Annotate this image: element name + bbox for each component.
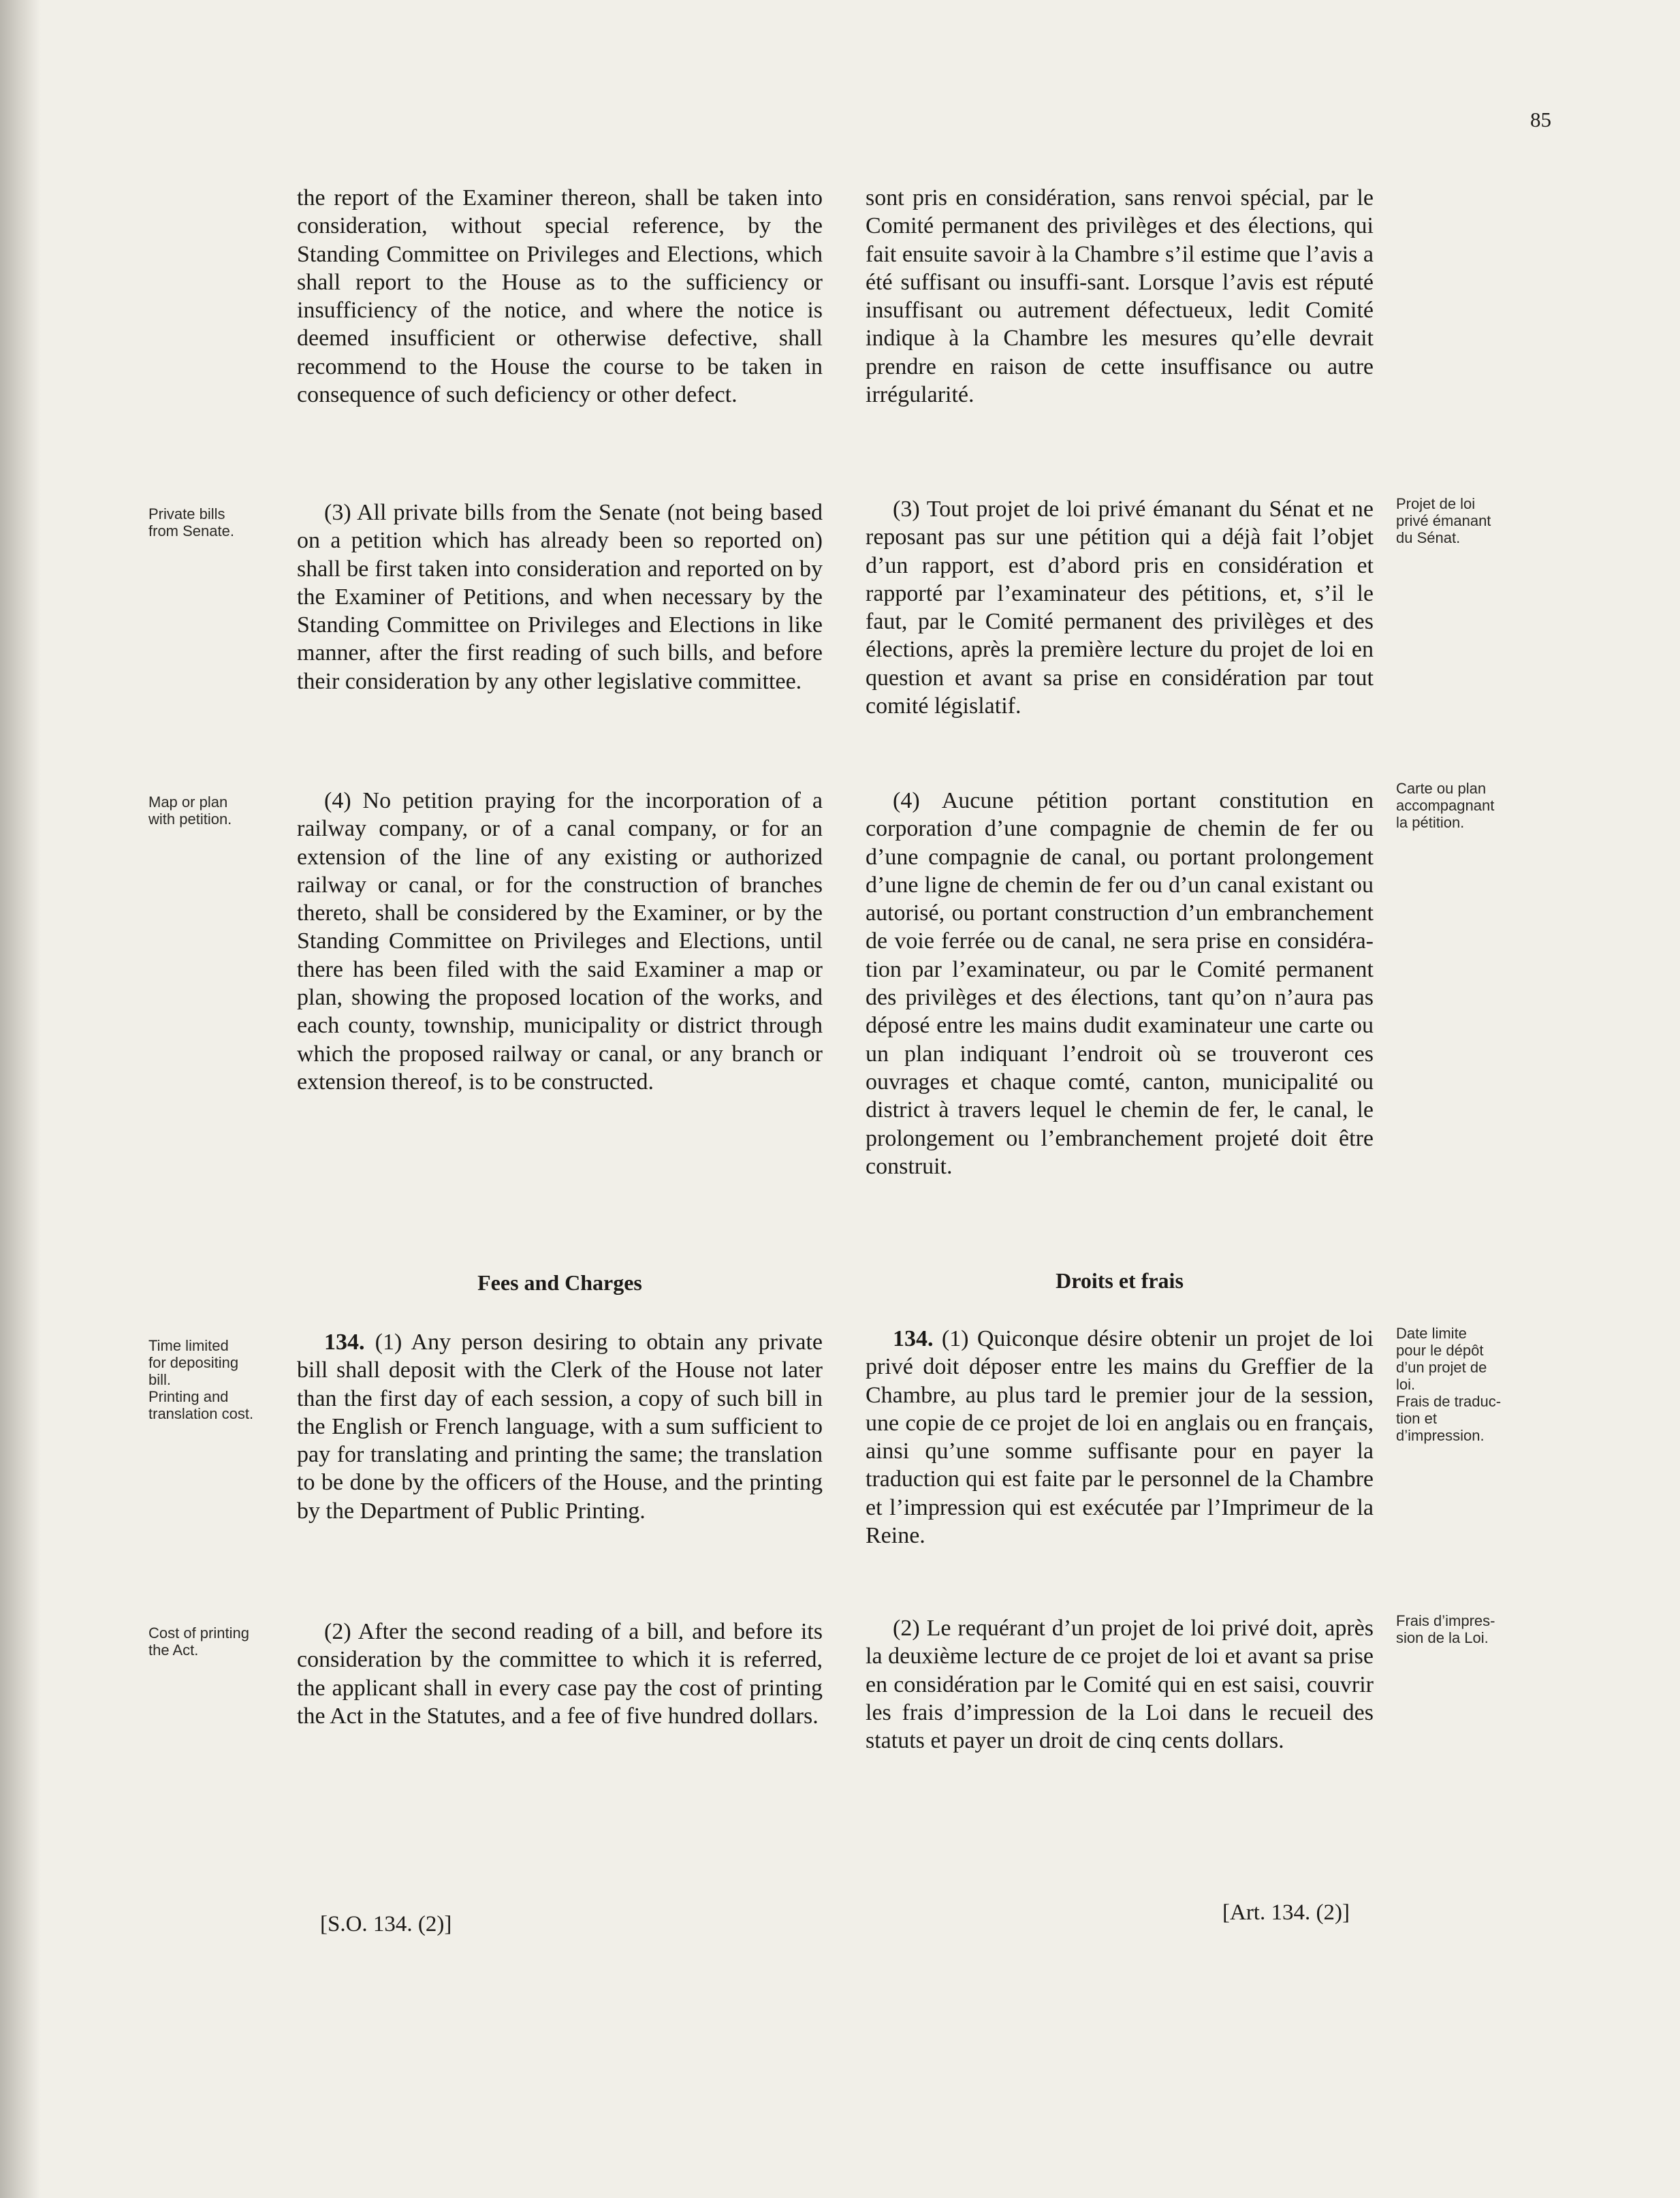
french-section-number: 134. (893, 1326, 934, 1351)
french-paragraph-4-text: (1) Quiconque désire obtenir un projet de loi privé doit déposer entre les mains du Greffier de la Chambre, au plus tard le premier jour de la session, une copie de ce projet de loi en anglais ou en français, ainsi qu’une somme suffisante pour en payer la traduction qui est faite par le personnel de la Chambre et l’impression qui est exécutée par l’Imprimeur de la Reine. (866, 1326, 1374, 1549)
page-number: 85 (1530, 108, 1551, 131)
english-reference: [S.O. 134. (2)] (320, 1912, 452, 1936)
note-cost-printing: Cost of printing the Act. (148, 1624, 249, 1659)
french-paragraph-3: (4) Aucune pétition portant constitution en corporation d’une compagnie de chemin de fer ou d’une compagnie de canal, ou portant prolongement d’une ligne de chemin de fer ou d’un canal existant ou autorisé, ou portant construction d’un embranchement de voie ferrée ou de canal, ne sera prise en considéra-tion par l’examinateur, ou par le Comité permanent des privilèges et des élections, tant qu’on n’aura pas déposé entre les mains dudit examinateur une carte ou un plan indiquant l’endroit où se trouveront ces ouvrages et chaque comté, canton, municipalité ou district à travers lequel le chemin de fer, le canal, le prolongement ou l’embranchement projeté doit être construit. (866, 788, 1374, 1179)
english-section-number: 134. (324, 1330, 365, 1355)
french-paragraph-5: (2) Le requérant d’un projet de loi privé doit, après la deuxième lecture de ce projet de loi et avant sa prise en considération par le Comité qui en est saisi, couvrir les frais d’impression de la Loi dans le recueil des statuts et payer un droit de cinq cents dollars. (866, 1616, 1374, 1754)
french-reference: [Art. 134. (2)] (1222, 1900, 1350, 1925)
bleed-through (157, 198, 266, 221)
french-column (866, 184, 1374, 409)
english-column-p3 (297, 787, 823, 1096)
english-heading: Fees and Charges (477, 1270, 642, 1295)
note-projet-senat: Projet de loi privé émanant du Sénat. (1396, 495, 1491, 546)
english-column-p4 (297, 1328, 823, 1525)
page-binding-shadow (0, 0, 41, 2198)
english-paragraph-5: (2) After the second reading of a bill, and before its consideration by the committee to which it is referred, the applicant shall in every case pay the cost of printing the Act in the Statutes, and a fee of five hundred dollars. (297, 1619, 823, 1729)
english-column-p2 (297, 499, 823, 695)
english-column-p5 (297, 1618, 823, 1730)
french-paragraph-4 (866, 1325, 1374, 1550)
french-paragraph-1: sont pris en considération, sans renvoi spécial, par le Comité permanent des privilèges et des élections, qui fait ensuite savoir à la Chambre s’il estime que l’avis a été suffisant ou insuffi-sant. Lorsque l’avis est réputé insuffisant ou autrement défectueux, ledit Comité indique à la Chambre les mesures qu’elle devrait prendre en raison de cette insuffisance ou autre irrégularité. (866, 185, 1374, 408)
english-paragraph-1: the report of the Examiner thereon, shall be taken into consideration, without special reference, by the Standing Committee on Privileges and Elections, which shall report to the House as to the sufficiency or insufficiency of the notice, and where the notice is deemed insufficient or otherwise defective, shall recommend to the House the course to be taken in consequence of such deficiency or other defect. (297, 185, 823, 408)
english-paragraph-4-text: (1) Any person desiring to obtain any private bill shall deposit with the Clerk of the House not later than the first day of each session, a copy of such bill in the English or French language, with a sum sufficient to pay for translating and printing the same; the translation to be done by the officers of the House, and the printing by the Department of Public Printing. (297, 1330, 823, 1524)
english-paragraph-3: (4) No petition praying for the incorporation of a railway company, or of a canal company, or for an extension of the line of any existing or authorized railway or canal, or for the construction of branches thereto, shall be considered by the Examiner, or by the Standing Committee on Privileges and Elections, until there has been filed with the said Examiner a map or plan, showing the proposed location of the works, and each county, township, municipality or district through which the proposed railway or canal, or any branch or extension thereof, is to be constructed. (297, 788, 823, 1095)
note-carte-plan: Carte ou plan accompagnant la pétition. (1396, 780, 1495, 831)
english-paragraph-4 (297, 1328, 823, 1525)
english-column (297, 184, 823, 409)
note-date-limite: Date limite pour le dépôt d’un projet de loi. Frais de traduc- tion et d’impression. (1396, 1325, 1502, 1444)
note-private-bills: Private bills from Senate. (148, 505, 234, 539)
french-column-p4 (866, 1325, 1374, 1550)
french-paragraph-2: (3) Tout projet de loi privé émanant du Sénat et ne reposant pas sur une pétition qui a déjà fait l’objet d’un rapport, est d’abord pris en considération et rapporté par l’examinateur des pétitions, et, s’il le faut, par le Comité permanent des privilèges et des élections, après la première lecture du projet de loi en question et avant sa prise en considération par tout comité législatif. (866, 497, 1374, 719)
french-heading: Droits et frais (1056, 1268, 1184, 1293)
note-frais-impression: Frais d’impres- sion de la Loi. (1396, 1612, 1495, 1646)
note-map-plan: Map or plan with petition. (148, 794, 232, 828)
french-column-p3 (866, 787, 1374, 1180)
english-paragraph-2: (3) All private bills from the Senate (not being based on a petition which has already been so reported on) shall be first taken into consideration and reported on by the Examiner of Petitions, and when necessary by the Standing Committee on Privileges and Elections in like manner, after the first reading of such bills, and before their consideration by any other legislative committee. (297, 500, 823, 694)
french-column-p2 (866, 495, 1374, 720)
note-time-limited: Time limited for depositing bill. Printing and translation cost. (148, 1337, 254, 1422)
french-column-p5 (866, 1614, 1374, 1755)
